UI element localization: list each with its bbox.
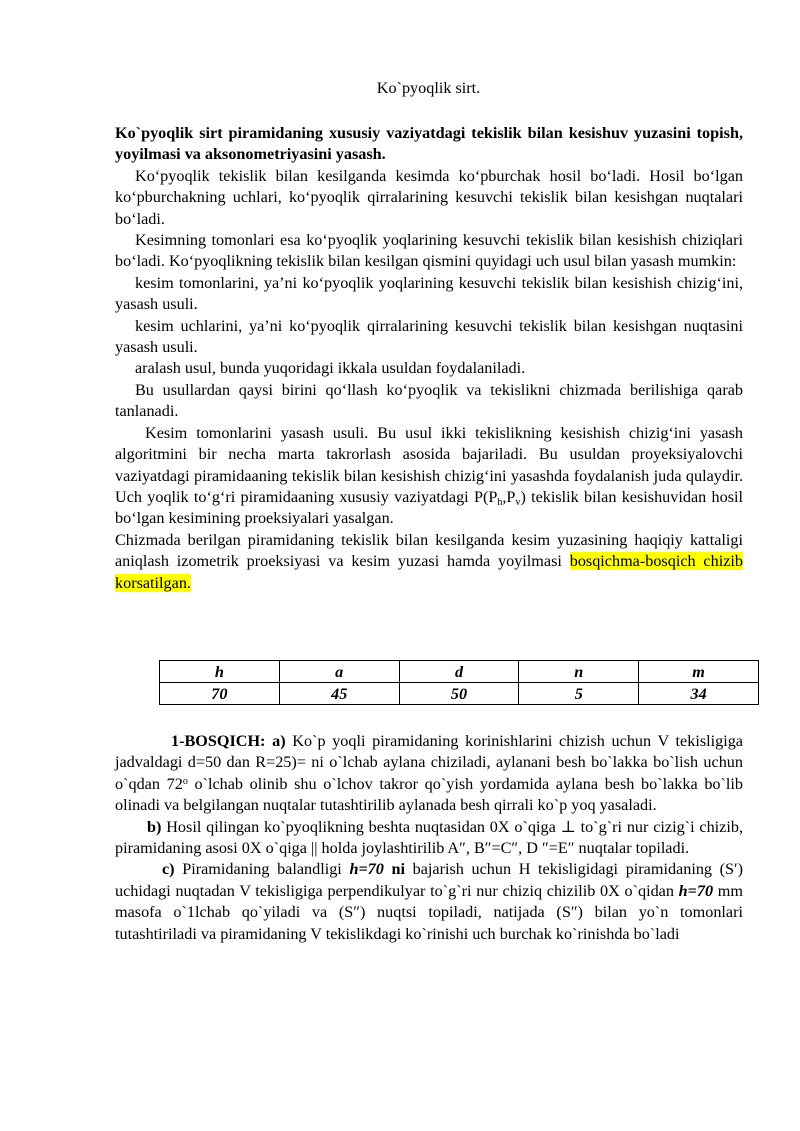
step-1c-label: c) xyxy=(162,860,175,879)
step-1b xyxy=(115,817,743,860)
step-1b-text: Hosil qilingan ko`pyoqlikning beshta nuqtasidan 0X o`qiga ⊥ to`g`ri nur cizig`i chizib, piramidaning asosi 0X o`qiga || holda joylashtirilib A″, B″=C″, D ″=E″ nuqtalar topiladi. xyxy=(115,817,743,858)
paragraph-8 xyxy=(115,530,743,594)
subscript-h: h xyxy=(497,496,503,508)
step-1a-label: 1-BOSQICH: a) xyxy=(171,732,286,750)
paragraph-7-text-a: Kesim tomonlarini yasash usuli. Bu usul ikki tekislikning kesishish chizig‘ini yasash algoritmini bir necha marta takrorlash asosida bajariladi. Bu usuldan proyeksiyalovchi vaziyatdagi piramidaaning tekislik bilan kesishish chizig‘ini yasashda foydalanish juda qulaydir. Uch yoqlik to‘g‘ri piramidaaning xususiy vaziyatdagi P(P xyxy=(115,423,743,506)
table-cell: 34 xyxy=(639,683,759,705)
step-1b-label: b) xyxy=(147,817,162,836)
paragraph-7 xyxy=(115,423,743,530)
text-block-steps xyxy=(115,731,743,945)
height-value-1: h=70 xyxy=(349,860,384,879)
degree-superscript: o xyxy=(182,775,188,787)
table-row xyxy=(160,683,759,705)
table-header-cell: n xyxy=(519,661,639,683)
table-header-cell: m xyxy=(639,661,759,683)
highlighted-text: bosqichma-bosqich chizib korsatilgan. xyxy=(115,552,743,592)
page-title: Ko`pyoqlik sirt. xyxy=(376,79,481,97)
paragraph-4: kesim uchlarini, ya’ni ko‘pyoqlik qirralarining kesuvchi tekislik bilan kesishgan nuqtasini yasash usuli. xyxy=(115,316,743,357)
paragraph-6: Bu usullardan qaysi birini qo‘llash ko‘pyoqlik va tekislikni chizmada berilishiga qarab tanlanadi. xyxy=(115,380,743,421)
section-heading: Ko`pyoqlik sirt piramidaning xususiy vaziyatdagi tekislik bilan kesishuv yuzasini topish, yoyilmasi va aksonometriyasini yasash. xyxy=(115,124,743,164)
step-1c-text-a: Piramidaning balandligi xyxy=(174,860,350,879)
table-header-row xyxy=(160,661,759,683)
height-value-2: h=70 xyxy=(678,881,714,900)
parameters-table xyxy=(159,660,759,705)
step-1a-text: Ko`p yoqli piramidaning korinishlarini chizish uchun V tekisligiga jadvaldagi d=50 dan R=25)= ni o`lchab aylana chiziladi, aylanani besh bo`lakka bo`lish uchun o`qdan 72 xyxy=(115,732,743,793)
table-header-cell: d xyxy=(399,661,519,683)
subscript-v: v xyxy=(515,496,521,508)
paragraph-7-text-b: ) tekislik bilan kesishuvidan hosil bo‘lgan kesimining proeksiyalari yasalgan. xyxy=(115,487,743,528)
table-cell: 5 xyxy=(519,683,639,705)
table-header-cell: a xyxy=(279,661,399,683)
paragraph-7-text-mid: ,P xyxy=(502,487,516,506)
step-1c-text-b: bajarish uchun H tekisligidagi piramidaning (S′) uchidagi nuqtadan V tekisligiga perpendikulyar to`g`ri nur chiziq chizilib 0X o`qidan xyxy=(115,860,743,900)
table-cell: 50 xyxy=(399,683,519,705)
table-header-cell: h xyxy=(160,661,280,683)
paragraph-5: aralash usul, bunda yuqoridagi ikkala usuldan foydalaniladi. xyxy=(135,359,526,378)
text-block-intro xyxy=(115,123,743,594)
step-1c-text-c: mm masofa o`1lchab qo`yiladi va (S″) nuqtsi topiladi, natijada (S″) bilan yo`n tomonlari tutashtiriladi va piramidaning V tekislikdagi ko`rinishi uch burchak ko`rinishda bo`ladi xyxy=(115,881,743,943)
paragraph-1: Ko‘pyoqlik tekislik bilan kesilganda kesimda ko‘pburchak hosil bo‘ladi. Hosil bo‘lgan ko‘pburchakning uchlari, ko‘pyoqlik qirralarining kesuvchi tekislik bilan kesishgan nuqtalari bo‘ladi. xyxy=(115,166,743,228)
table-cell: 45 xyxy=(279,683,399,705)
paragraph-3: kesim tomonlarini, ya’ni ko‘pyoqlik yoqlarining kesuvchi tekislik bilan kesishish chizig‘ini, yasash usuli. xyxy=(115,273,743,314)
step-1a xyxy=(115,731,743,817)
paragraph-2: Kesimning tomonlari esa ko‘pyoqlik yoqlarining kesuvchi tekislik bilan kesishish chiziqlari bo‘ladi. Ko‘pyoqlikning tekislik bilan kesilgan qismini quyidagi uch usul bilan yasash mumkin: xyxy=(115,231,743,271)
step-1a-text-b: o`lchab olinib shu o`lchov takror qo`yish yordamida aylana besh bo`lakka bo`lib olinadi va belgilangan nuqtalar tutashtirilib aylanada besh qirrali ko`p yoq yasaladi. xyxy=(115,774,743,815)
step-1c-ni: ni xyxy=(383,860,405,879)
table-cell: 70 xyxy=(160,683,280,705)
step-1c xyxy=(115,859,743,945)
paragraph-8-text: Chizmada berilgan piramidaning tekislik bilan kesilganda kesim yuzasining haqiqiy kattaligi aniqlash izometrik proeksiyasi va kesim yuzasi hamda yoyilmasi xyxy=(115,530,743,571)
